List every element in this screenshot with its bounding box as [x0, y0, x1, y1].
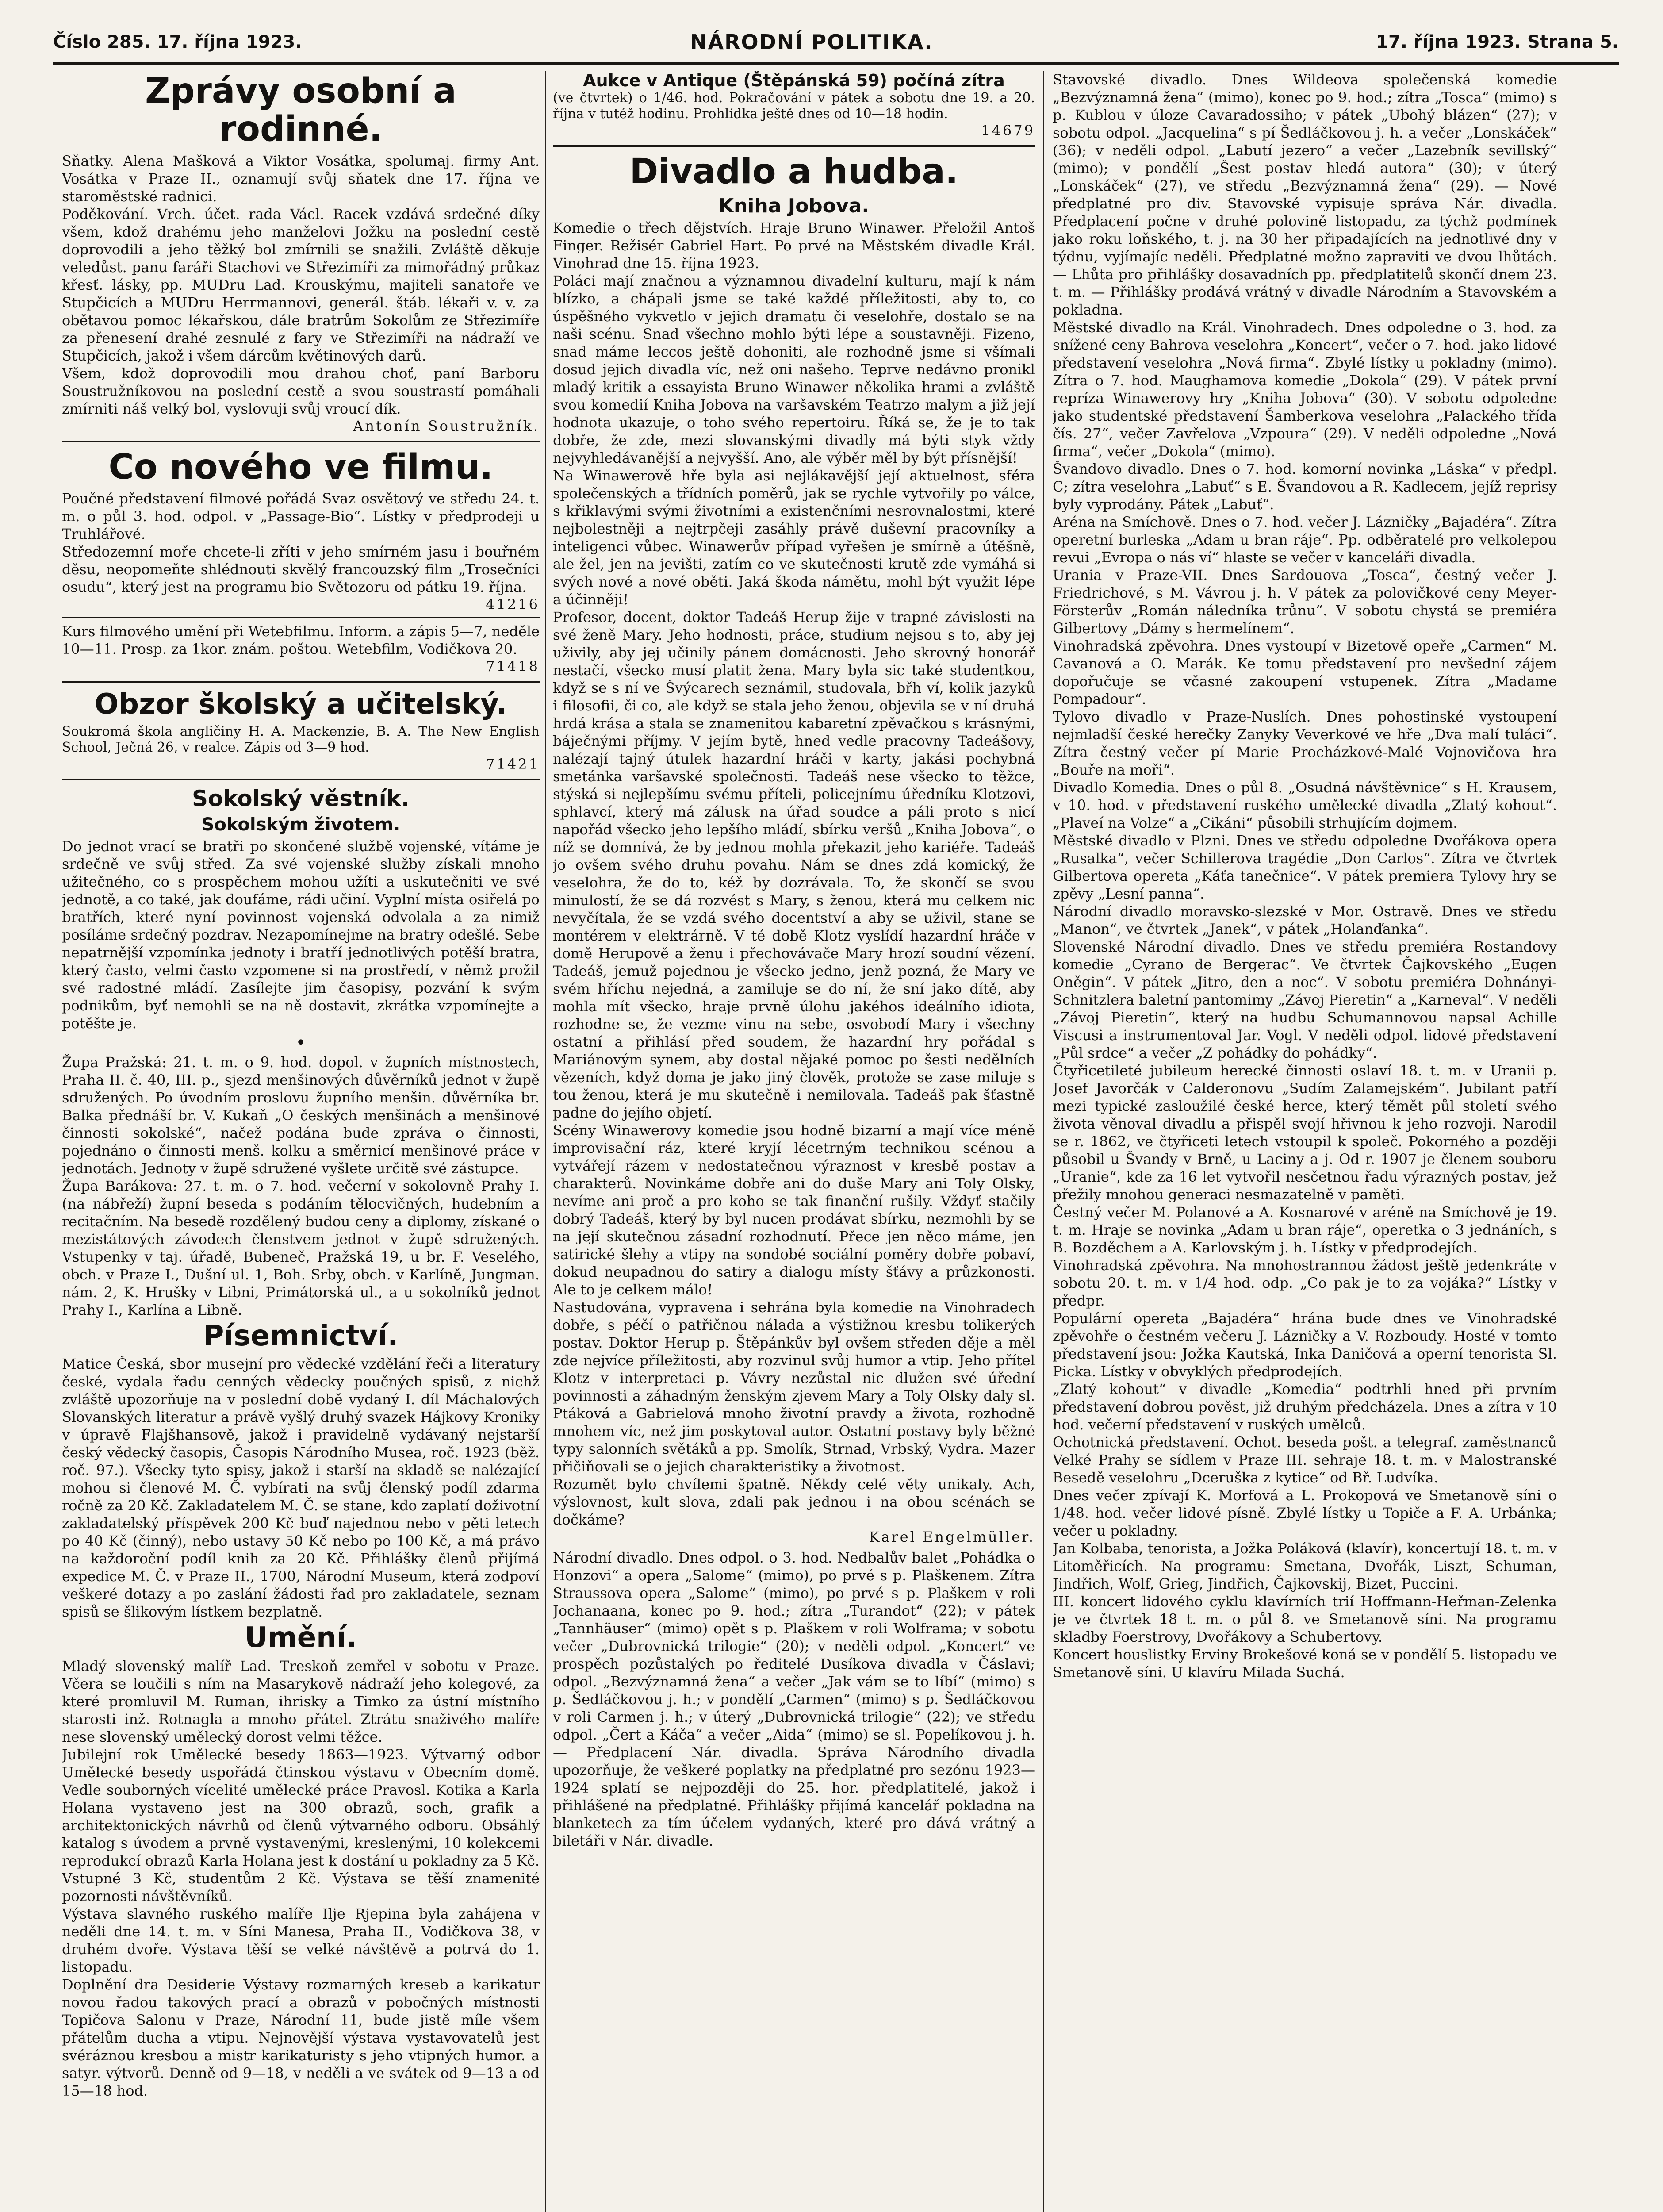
section-rule	[62, 441, 540, 442]
page-header	[53, 27, 1619, 63]
theatre-notice: Stavovské divadlo. Dnes Wildeova společenská komedie „Bezvýznamná žena“ (mimo), konec po 9. hod.; zítra „Tosca“ (mimo) s p. Kublou v úloze Cavaradossiho; v pátek „Ubohý blázen“ (27); v sobotu odpol. „Jacquelina“ s pí Šedláčkovou j. h. a večer „Lonskáček“ (36); v neděli odpol. „Labutí jezero“ a večer „Lazebník sevillský“ (mimo); v pondělí „Šest postav hledá autora“ (30); v úterý „Lonskáček“ (27), ve středu „Bezvýznamná žena“ (29). — Nové předplatné pro div. Stavovské vypisuje správa Nár. divadla. Předplacení počne v druhé polovině listopadu, za týchž podmínek jako roku loňského, t. j. na 30 her připadajících na jednotlivé dny v týdnu, vyjímajíc neděli. Předplatné možno zapraviti ve dvou lhůtách. — Lhůta pro přihlášky dosavadních pp. předplatitelů skončí dnem 23. t. m. — Přihlášky prodává vrátný v divadle Národním a Stavovském a pokladna.	[1053, 71, 1557, 318]
theatre-notice: Divadlo Komedia. Dnes o půl 8. „Osudná návštěvnice“ s H. Krausem, v 10. hod. v představení ruského umělecké divadla „Zlatý kohout“. „Plaveí na Volze“ a „Cikáni“ působili strhujícím dojmem.	[1053, 779, 1557, 831]
review-title: Kniha Jobova.	[718, 194, 870, 217]
article-paragraph: Doplnění dra Desiderie Výstavy rozmarných kreseb a karikatur novou řadou takových prací a obrazů v pobočných místnosti Topičova Salonu v Praze, Národní 11, bude jistě míle všem přátelům ducha a vtipu. Nejnovější výstava vystavovatelů jest svéráznou kresbou a mistr karikaturisty s jeho vtipných humor. a satyr. výtvorů. Denně od 9—18, v neděli a ve svátek od 9—13 a od 15—18 hod.	[62, 1976, 540, 2099]
column-divider	[1043, 71, 1044, 2212]
article-paragraph: Všem, kdož doprovodili mou drahou choť, paní Barboru Soustružníkovou na poslední cestě a svou soustrastí pomáhali zmírniti náš velký bol, vyslovuji svůj vroucí dík.	[62, 365, 540, 417]
column-left	[62, 71, 540, 2212]
concert-notice: III. koncert lidového cyklu klavírních trií Hoffmann-Heřman-Zelenka je ve čtvrtek 18 t. m. o půl 8. ve Smetanově síni. Na programu skladby Foerstrovy, Dvořákovy a Schubertovy.	[1053, 1593, 1557, 1645]
article-paragraph: Národní divadlo. Dnes odpol. o 3. hod. Nedbalův balet „Pohádka o Honzovi“ a opera „Salome“ (mimo), po prvé s p. Plaškenem. Zítra Straussova opera „Salome“ (mimo), po prvé s p. Plaškem v roli Jochanaana, konec po 9. hod.; zítra „Turandot“ (22); v pátek „Tannhäuser“ (mimo) opět s p. Plaškem v roli Wolframa; v sobotu večer „Dubrovnická trilogie“ (20); v neděli odpol. „Koncert“ ve prospěch pozůstalých po ředitelé Dusíkova divadla v Čáslavi; odpol. „Bezvýznamná žena“ a večer „Jak vám se to líbí“ (mimo) s p. Šedláčkovou j. h.; v pondělí „Carmen“ (mimo) s p. Šedláčkovou v roli Carmen j. h.; v úterý „Dubrovnická trilogie“ (22); ve středu odpol. „Čert a Káča“ a večer „Aida“ (mimo) se sl. Popelíkovou j. h. — Předplacení Nár. divadla. Správa Národního divadla upozorňuje, že veškeré poplatky na předplatné pro sezónu 1923—1924 splatí se nejpozději do 25. hor. předplatitelé, jakož i přihlášené na předplatné. Přihlášky přijímá kancelář pokladna na blanketech za tím účelem vydaných, které pro dává vrátný a biletáři v Nár. divadle.	[553, 1549, 1035, 1849]
article-paragraph: Rozumět bylo chvílemi špatně. Někdy celé věty unikaly. Ach, výslovnost, kult slova, zdali pak jednou i na obou scénách se dočkáme?	[553, 1475, 1035, 1528]
concert-notice: Jan Kolbaba, tenorista, a Jožka Poláková (klavír), koncertují 18. t. m. v Litoměřicích. Na programu: Smetana, Dvořák, Liszt, Schuman, Jindřich, Wolf, Grieg, Jindřich, Čajkovskij, Bizet, Puccini.	[1053, 1540, 1557, 1592]
article-signature: Antonín Soustružník.	[353, 417, 540, 434]
separator-dot: •	[295, 1032, 306, 1053]
ad-number: 71421	[486, 755, 540, 772]
theatre-notice: Slovenské Národní divadlo. Dnes ve středu premiéra Rostandovy komedie „Cyrano de Bergerac“. Ve čtvrtek Čajkovského „Eugen Oněgin“. V pátek „Jitro, den a noc“. V sobotu premiéra Dohnányi-Schnitzlera baletní pantomimy „Závoj Pieretin“ a „Karneval“. V neděli „Závoj Pieretin“, který na hudbu Schumannovou napsal Achille Viscusi a instrumentoval Jar. Vogl. V neděli odpol. lidové představení „Půl srdce“ a večer „Z pohádky do pohádky“.	[1053, 938, 1557, 1061]
article-paragraph: Jubilejní rok Umělecké besedy 1863—1923. Výtvarný odbor Umělecké besedy uspořádá čtinskou výstavu v Obecním domě. Vedle souborných vícelité umělecké práce Pravosl. Kotika a Karla Holana vystaveno jest na 300 obrazů, soch, grafik a architektonických návrhů od členů výtvarného odboru. Obsáhlý katalog s úvodem a prvně vystavenými, kreslenými, 10 kolekcemi reprodukcí obrazů Karla Holana jest k dostání u pokladny za 5 Kč. Vstupné 3 Kč, studentům 2 Kč. Výstava se těší znamenité pozornosti návštěvníků.	[62, 1746, 540, 1905]
section-title-personal-news: Zprávy osobní a rodinné.	[145, 71, 456, 149]
section-title-theatre: Divadlo a hudba.	[629, 152, 958, 192]
article-paragraph: Poláci mají značnou a významnou divadelní kulturu, mají k nám blízko, a chápali jsme se také každé příležitosti, aby to, co úspěšného vykvetlo v jejich dramatu či veselohře, dostalo se na naši scénu. Snad všechno mohlo býti lépe a soustavněji. Fizeno, snad máme leccos ještě dohoniti, ale rozhodně jsme si všímali dosud jejich divadla víc, než oni našeho. Teprve nedávno pronikl mladý kritik a essayista Bruno Winawer několika hrami a zvláště svou komedií Kniha Jobova na varšavském Teatrzo malym a již její hodnota ukazuje, o toho svého repertoiru. Říká se, že je to tak dobře, že zde, mezi slovanskými divadly má býti styk vždy nejvyhledávanější a nejvyšší. Ano, ale výběr měl by být přísnější!	[553, 272, 1035, 466]
theatre-notice: Švandovo divadlo. Dnes o 7. hod. komorní novinka „Láska“ v předpl. C; zítra veselohra „Labuť“ s E. Švandovou a R. Kadlecem, jejíž reprisy byly vyprodány. Pátek „Labuť“.	[1053, 461, 1557, 513]
theatre-notice: Národní divadlo moravsko-slezské v Mor. Ostravě. Dnes ve středu „Manon“, ve čtvrtek „Janek“, v pátek „Holanďanka“.	[1053, 903, 1557, 937]
column-divider	[545, 71, 546, 2212]
article-paragraph: Nastudována, vypravena i sehrána byla komedie na Vinohradech dobře, s péčí o patřičnou nálada a výstižnou kresbu tolikerých postav. Doktor Herup p. Štěpánkův byl ovšem středen děje a měl zde nejvíce příležitosti, aby rozvinul svůj humor a vtip. Jeho přítel Klotz v interpretaci p. Vávry nezůstal nic dlužen své úřední povinnosti a záhadným ženským zjevem Mary a Toly Olsky daly sl. Ptáková a Gabrielová mnoho životní pravdy a života, rozhodně mnohem víc, než jim poskytoval autor. Ostatní postavy byly běžné typy salonních světáků a pp. Smolík, Strnad, Vrbský, Vydra. Mazer přičiňovali se o jejich charakteristiky a životnost.	[553, 1298, 1035, 1475]
column-right	[1053, 71, 1557, 2212]
article-paragraph: Poučné představení filmové pořádá Svaz osvětový ve středu 24. t. m. o půl 3. hod. odpol. v „Passage-Bio“. Lístky v předprodeji u Truhlářové.	[62, 490, 540, 543]
section-rule	[553, 145, 1035, 147]
ad-number: 71418	[486, 658, 540, 675]
section-title-art: Umění.	[245, 1621, 357, 1655]
article-paragraph: Poděkování. Vrch. účet. rada Václ. Racek vzdává srdečné díky všem, kdož drahému jeho manželovi Jožku na poslední cestě doprovodili a jeho těžký bol zmírnili se snažili. Zvláště děkuje veledůst. panu faráři Stachovi ve Střezimíři za mimořádný průkaz křesť. lásky, pp. MUDru Lad. Krouskýmu, majiteli sanatoře ve Stupčicích a MUDru Herrmannovi, generál. štáb. lékaři v. v. za obětavou pomoc lékařskou, dále bratrům Sokolům ze Střezimíře za přenesení drahé zesnulé z fary ve Střezimíři na nádraží ve Stupčicích, jakož i všem dárcům květinových darů.	[62, 205, 540, 364]
header-rule	[53, 62, 1619, 65]
divider	[62, 617, 540, 618]
column-middle	[553, 71, 1035, 2212]
theatre-notice: Populární opereta „Bajadéra“ hrána bude dnes ve Vinohradské zpěvohře o čestném večeru J. Lázničky a V. Rozboudy. Hosté v tomto představení jsou: Jožka Kautská, Inka Daničová a operní tenorista Sl. Picka. Lístky v obvyklých předprodejích.	[1053, 1310, 1557, 1380]
theatre-notice: Vinohradská zpěvohra. Na mnohostrannou žádost ještě jedenkráte v sobotu 20. t. m. v 1/4 hod. odp. „Co pak je to za vojáka?“ Lístky v předpr.	[1053, 1257, 1557, 1309]
auction-ad-title: Aukce v Antique (Štěpánská 59) počíná zítra	[583, 71, 1005, 90]
advertisement: Soukromá škola angličiny H. A. Mackenzie, B. A. The New English School, Ječná 26, v realce. Zápis od 3—9 hod.	[62, 723, 540, 755]
section-title-film: Co nového ve filmu.	[108, 447, 493, 487]
article-paragraph: Výstava slavného ruského malíře Ilje Rjepina byla zahájena v neděli dne 14. t. m. v Síni Manesa, Praha II., Vodičkova 38, v druhém dvoře. Výstava těší se velké návštěvě a potrvá do 1. listopadu.	[62, 1905, 540, 1975]
masthead-title: NÁRODNÍ POLITIKA.	[690, 30, 933, 54]
theatre-notice: Čtyřicetileté jubileum herecké činnosti oslaví 18. t. m. v Uranii p. Josef Javorčák v Calderonovu „Sudím Zalamejském“. Jubilant patří mezi typické zasloužilé české herce, který těmět půl století svého života věnoval divadlu a přispěl svojí hřivnou k jeho rozvoji. Narodil se r. 1862, ve čtyřiceti letech vstoupil k společ. Pokorného a později působil u Švandy v Brně, u Laciny a j. Od r. 1907 je členem souboru „Uranie“, kde za 16 let vytvořil nesčetnou řadu výrazných postav, jež přežily mnohou generaci nesmazatelně v paměti.	[1053, 1062, 1557, 1203]
issue-number: Číslo 285. 17. října 1923.	[53, 32, 302, 52]
review-credits: Komedie o třech dějstvích. Hraje Bruno Winawer. Přeložil Antoš Finger. Režisér Gabriel Hart. Po prvé na Městském divadle Král. Vinohrad dne 15. října 1923.	[553, 219, 1035, 272]
theatre-notice: „Zlatý kohout“ v divadle „Komedia“ podtrhli hned při prvním představení dobrou pověst, již druhým předcházela. Dnes a zítra v 10 hod. večerní představení v ruských umělců.	[1053, 1381, 1557, 1433]
article-paragraph: Matice Česká, sbor musejní pro vědecké vzdělání řeči a literatury české, vydala řadu cenných vědecky poučných spisů, z nichž zvláště upozorňuje na v poslední době vydaný I. díl Máchalových Slovanských literatur a právě vyšlý druhý svazek Hájkovy Kroniky v úpravě Flajšhansově, jakož i pravidelně vydávaný nejstarší český vědecký časopis, Časopis Národního Musea, roč. 1923 (běž. roč. 97.). Všecky tyto spisy, jakož i starší na skladě se nalézající mohou si členové M. Č. vybírati na svůj členský podíl zdarma ročně za 20 Kč. Zakladatelem M. Č. se stane, kdo zaplatí doživotní zakladatelský příspěvek 200 Kč buď najednou nebo v pěti letech po 40 Kč (činný), nebo ustavy 50 Kč nebo po 100 Kč, a má právo na každoroční podíl knih za 20 Kč. Přihlášky členů přijímá expedice M. Č. v Praze II., 1700, Národní Museum, která zodpoví veškeré dotazy a po zaslání žádosti řad pro zakladatele, seznam spisů se šlikovým lístkem bezplatně.	[62, 1356, 540, 1621]
article-paragraph: Na Winawerově hře byla asi nejlákavější její aktuelnost, sféra společenských a třídních poměrů, jak se rychle vytvořily po válce, s křiklavými svými životními a existenčními nesrovnalostmi, které nejbolestněji a nejtrpčeji zasáhly právě duševní pracovníky a inteligenci vůbec. Winawerův případ vyřešen je smírně a útěšně, ale žel, jen na jevišti, zatím co ve skutečnosti krutě zde vymáhá si svých nové a nové oběti. Jaká škoda námětu, mohl být využit lépe a účinněji!	[553, 467, 1035, 608]
article-paragraph: Profesor, docent, doktor Tadeáš Herup žije v trapné závislosti na své ženě Mary. Jeho hodnosti, práce, studium nejsou s to, aby jej uživily, aby jej učinily pánem domácnosti. Jeho skrovný honorář nestačí, všecko musí platit žena. Mary byla sic také studentkou, když se s ní ve Švýcarech seznámil, studovala, břh ví, kolik jazyků i filosofii, či co, ale když se stala jeho ženou, objevila se v ní druhá hrdá krása a stala se znamenitou kabaretní zpěvačkou s krásnými, báječnými příjmy. V jejím bytě, hned vedle pracovny Tadeášovy, nalézají tajný útulek hazardní hráči v karty, jakási pochybná smetánka varšavské společnosti. Tadeáš nese všecko to těžce, stýská si nejlepšímu svému příteli, policejnímu úředníku Klotzovi, sphlavcí, který má zálusk na úřad soudce a páli proto s nicí napořád všecko jeho lepšího mládí, sbírku veršů „Kniha Jobova“, o níž se domnívá, že by jednou mohla překazit jeho kariéře. Tadeáš jo ovšem svého druhu povahu. Nám se dnes zdá komický, že veselohra, že do to, kéž by dozrávala. To, že skončí se svou minulostí, že se dá rozvést s Mary, s ženou, která mu celkem nic nevyčítala, že se vzdá svého docentství a aby se uživil, stane se montérem v elektrárně. V té době Klotz vyslídí hazardní hráče v domě Herupově a ženu i přechovávače Mary hrozí soudní vězení. Tadeáš, jemuž pojednou je všecko jedno, jenž pozná, že Mary ve svém hříchu nejedná, a zamiluje se do ní, že sní jako dítě, aby mohla mít všecko, hraje prvně úlohu jakéhos ideálního idiota, rozhodne se, že vezme vinu na sebe, osvobodí Mary i všechny ostatní a přihlásí před soudem, že hazardní hry pořádal s Mariánovým synem, aby dostal nějaké pomoc po šesti nedělních vězeních, když doma je jako jiný člověk, protože se zase miluje s tou ženou, která je mu skutečně i nemilovala. Tadeáš pak šťastně padne do jejího objetí.	[553, 608, 1035, 1121]
section-title-school: Obzor školský a učitelský.	[94, 688, 507, 721]
concert-notice: Koncert houslistky Erviny Brokešové koná se v pondělí 5. listopadu ve Smetanově síni. U klavíru Milada Suchá.	[1053, 1646, 1557, 1681]
section-title-literature: Písemnictví.	[203, 1319, 399, 1352]
article-signature: Karel Engelmüller.	[869, 1528, 1035, 1545]
theatre-notice: Čestný večer M. Polanové a A. Kosnarové v aréně na Smíchově je 19. t. m. Hraje se novinka „Adam u bran ráje“, operetka o 3 jednáních, s B. Bozděchem a A. Karlovským j. h. Lístky v předprodejích.	[1053, 1204, 1557, 1256]
theatre-notice: Městské divadlo v Plzni. Dnes ve středu odpoledne Dvořákova opera „Rusalka“, večer Schillerova tragédie „Don Carlos“. Zítra ve čtvrtek Gilbertova opereta „Káťa tanečnice“. V pátek premiera Tylovy hry se zpěvy „Lesní panna“.	[1053, 832, 1557, 902]
article-paragraph: Do jednot vrací se bratři po skončené službě vojenské, vítáme je srdečně ve svůj střed. Za své vojenské služby získali mnoho užitečného, co s prospěchem mohou užíti a uskutečniti ve své jednotě, a co také, jak doufáme, rádi učiní. Vyplní místa osiřelá po bratřích, které nyní povinnost vojenská odvolala a za nimiž posíláme srdečný pozdrav. Nezapomínejme na bratry odešlé. Sebe nepatrnější vzpomínka jednoty i bratří jednotlivých potěší bratra, který často, velmi často vzpomene si na prostředí, v němž prožil své radostné mládí. Zasílejte jim časopisy, pozvání k svým podnikům, byť nemohli se na ně dostavit, zkrátka vzpomínejte a potěšte je.	[62, 837, 540, 1032]
auction-ad-text: (ve čtvrtek) o 1/46. hod. Pokračování v pátek a sobotu dne 19. a 20. října v tutéž hodinu. Prohlídka ještě dnes od 10—18 hodin.	[553, 90, 1035, 122]
section-rule	[62, 681, 540, 683]
theatre-notice: Urania v Praze-VII. Dnes Sardouova „Tosca“, čestný večer J. Friedrichové, s M. Vávrou j. h. V pátek za polovičkové ceny Meyer-Försterův „Román náledníka trůnu“. V sobotu chystá se premiéra Gilbertovy „Dámy s hermelínem“.	[1053, 567, 1557, 637]
ad-number: 14679	[981, 122, 1035, 139]
theatre-notice: Ochotnická představení. Ochot. beseda pošt. a telegraf. zaměstnanců Velké Prahy se sídlem v Praze III. sehraje 18. t. m. v Malostranské Besedě veselohru „Dceruška z kytice“ od Bř. Ludvíka.	[1053, 1434, 1557, 1486]
article-paragraph: Sňatky. Alena Mašková a Viktor Vosátka, spolumaj. firmy Ant. Vosátka v Praze II., oznamují svůj sňatek dne 17. října ve staroměstské radnici.	[62, 152, 540, 205]
ad-number: 41216	[486, 596, 540, 613]
theatre-notice: Městské divadlo na Král. Vinohradech. Dnes odpoledne o 3. hod. za snížené ceny Bahrova veselohra „Koncert“, večer o 7. hod. jako lidové představení veselohra „Nová firma“. Zbylé lístky u pokladny (mimo). Zítra o 7. hod. Maughamova komedie „Dokola“ (29). V pátek první repríza Winawerovy hry „Kniha Jobova“ (30). V sobotu odpoledne jako studentské představení Šamberkova veselohra „Palackého třída čís. 27“, večer Zavřelova „Vzpoura“ (29). V neděli odpoledne „Nová firma“, večer „Dokola“ (mimo).	[1053, 319, 1557, 460]
theatre-notice: Vinohradská zpěvohra. Dnes vystoupí v Bizetově opeře „Carmen“ M. Cavanová a O. Marák. Ke tomu představení pro nevšední zájem dopořučuje se včasné zakoupení vstupenek. Zítra „Madame Pompadour“.	[1053, 637, 1557, 707]
page-date-number: 17. října 1923. Strana 5.	[1376, 32, 1619, 52]
article-paragraph: Středozemní moře chcete-li zříti v jeho smírném jasu i bouřném děsu, neopomeňte shlédnouti skvělý francouzský film „Trosečníci osudu“, který jest na programu bio Světozoru od pátku 19. října.	[62, 543, 540, 596]
subheading: Sokolským životem.	[201, 814, 400, 835]
section-rule	[62, 779, 540, 780]
advertisement: Kurs filmového umění při Wetebfilmu. Inform. a zápis 5—7, neděle 10—11. Prosp. za 1kor. znám. poštou. Wetebfilm, Vodičkova 20.	[62, 623, 540, 658]
article-paragraph: Župa Pražská: 21. t. m. o 9. hod. dopol. v župních místnostech, Praha II. č. 40, III. p., sjezd menšinových důvěrníků jednot v župě sdružených. Po úvodním proslovu župního menšin. důvěrníka br. Balka přednáší br. V. Kukaň „O českých menšinách a menšinové činnosti sokolské“, načež podána bude zpráva o činnosti, pojednáno o činnosti menš. kolku a směrnicí menšinové práce v jednotách. Jednoty v župě sdružené vyšlete určitě své zástupce.	[62, 1053, 540, 1177]
article-paragraph: Mladý slovenský malíř Lad. Treskoň zemřel v sobotu v Praze. Včera se loučili s ním na Masarykově nádraží jeho kolegové, za které promluvil M. Ruman, ihrisky a Timko za ústní místního starosti inž. Rotnagla a mnoho přátel. Ztrátu snaživého malíře nese slovenský umělecký dorost velmi těžce.	[62, 1657, 540, 1745]
section-title-sokol: Sokolský věstník.	[192, 785, 410, 811]
theatre-notice: Tylovo divadlo v Praze-Nuslích. Dnes pohostinské vystoupení nejmladší české herečky Zanyky Veverkové ve hře „Dva malí tuláci“. Zítra čestný večer pí Marie Procházkové-Malé Vojnovičova hra „Bouře na moři“.	[1053, 708, 1557, 778]
theatre-notice: Aréna na Smíchově. Dnes o 7. hod. večer J. Lázničky „Bajadéra“. Zítra operetní burleska „Adam u bran ráje“. Pp. odběratelé pro velkolepou revui „Evropa o nás ví“ hlaste se večer v kanceláři divadla.	[1053, 514, 1557, 566]
article-paragraph: Scény Winawerovy komedie jsou hodně bizarní a mají více méně improvisační ráz, které kryjí lécetrným technikou scénou a vytvářejí rázem v nedostatečnou výraznost v kresbě postav a charakterů. Novinkáme dobře ani do duše Mary ani Toly Olsky, nevíme ani proč a pro koho se tak finanční rušily. Vždyť stačily dobrý Tadeáš, který by byl nucen prodávat sbírku, nezmohli by se na její skutečnou zásadní rozhodnutí. Přece jen něco máme, jen satirické šlehy a vtipy na sondobé sociální poměry dobře pobaví, dokud neupadnou do satiry a dialogu místy šťávy a průzkonosti. Ale to je celkem málo!	[553, 1121, 1035, 1298]
article-paragraph: Župa Barákova: 27. t. m. o 7. hod. večerní v sokolovně Prahy I. (na nábřeží) župní beseda s podáním tělocvičných, hudebním a recitačním. Na besedě rozdělený budou ceny a diplomy, získané o mezistátových závodech členstvem jednot v župě sdružených. Vstupenky v taj. úřadě, Bubeneč, Pražská 19, u br. F. Veselého, obch. v Praze I., Dušní ul. 1, Boh. Srby, obch. v Karlíně, Jungman. nám. 2, K. Hrušky v Libni, Primátorská ul., a u sokolníků jednot Prahy I., Karlína a Libně.	[62, 1177, 540, 1318]
concert-notice: Dnes večer zpívají K. Morfová a L. Prokopová ve Smetanově síni o 1/48. hod. večer lidové písně. Zbylé lístky u Topiče a F. A. Urbánka; večer u pokladny.	[1053, 1487, 1557, 1539]
